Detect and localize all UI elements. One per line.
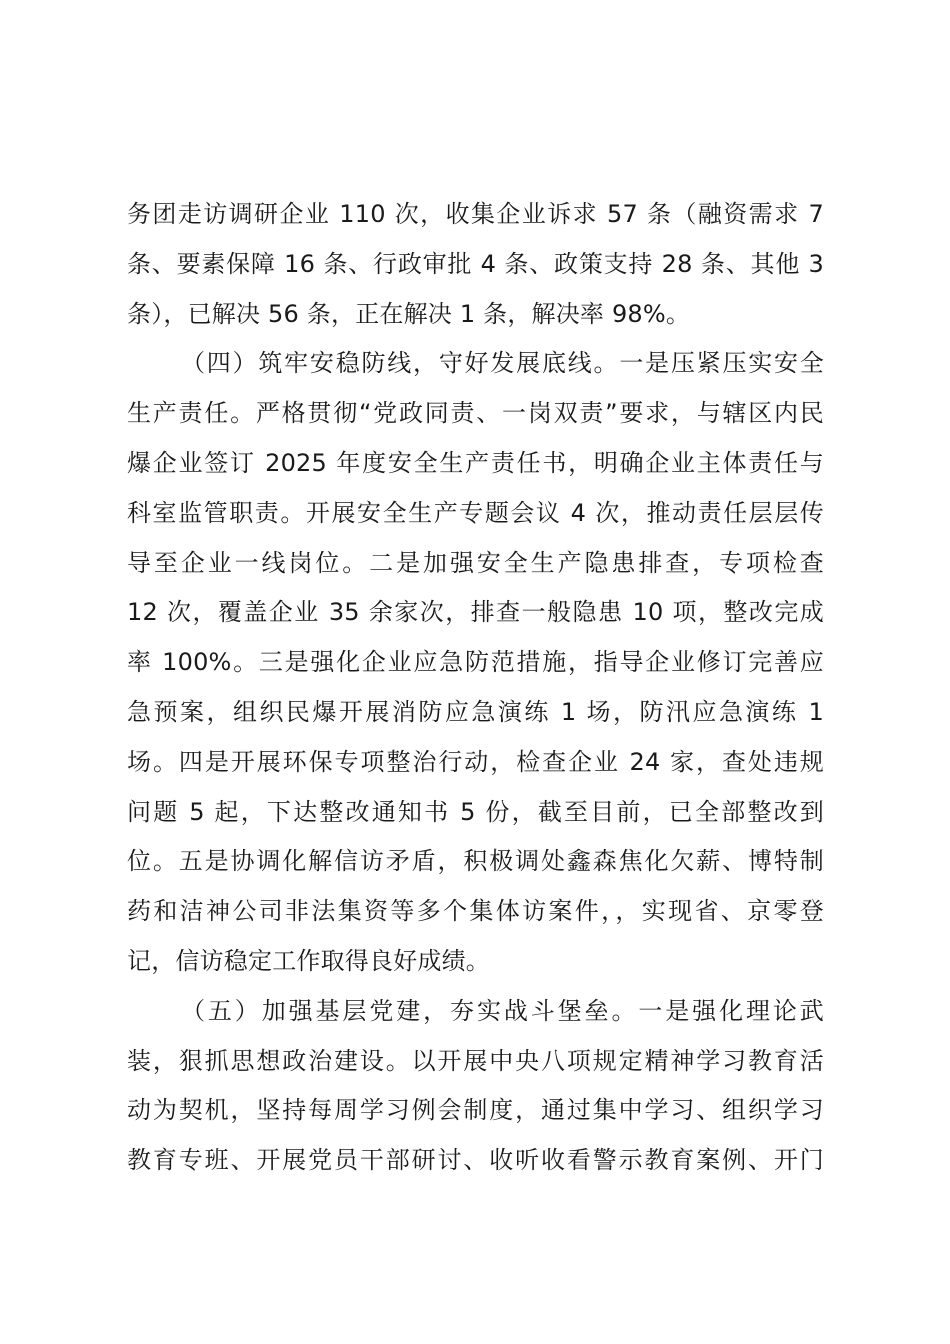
text-line: 记，信访稳定工作取得良好成绩。 bbox=[127, 946, 490, 975]
text-line: 务团走访调研企业 110 次，收集企业诉求 57 条（融资需求 7 bbox=[127, 200, 824, 228]
text-line: 场。四是开展环保专项整治行动，检查企业 24 家，查处违规 bbox=[127, 747, 824, 776]
text-line: 条），已解决 56 条，正在解决 1 条，解决率 98%。 bbox=[127, 299, 691, 328]
text-line: 生产责任。严格贯彻“党政同责、一岗双责”要求，与辖区内民 bbox=[127, 399, 824, 428]
text-line: 率 100%。三是强化企业应急防范措施，指导企业修订完善应 bbox=[127, 648, 824, 677]
text-line: 条、要素保障 16 条、行政审批 4 条、政策支持 28 条、其他 3 bbox=[127, 249, 824, 278]
text-line: 教育专班、开展党员干部研讨、收听收看警示教育案例、开门 bbox=[127, 1146, 824, 1175]
text-line: 问题 5 起，下达整改通知书 5 份，截至目前，已全部整改到 bbox=[127, 797, 824, 826]
text-line: 急预案，组织民爆开展消防应急演练 1 场，防汛应急演练 1 bbox=[127, 697, 824, 726]
text-line: 科室监管职责。开展安全生产专题会议 4 次，推动责任层层传 bbox=[127, 498, 824, 527]
text-line: 位。五是协调化解信访矛盾，积极调处鑫森焦化欠薪、博特制 bbox=[127, 847, 824, 876]
text-line: 爆企业签订 2025 年度安全生产责任书，明确企业主体责任与 bbox=[127, 448, 824, 477]
text-line: 装，狠抓思想政治建设。以开展中央八项规定精神学习教育活 bbox=[127, 1046, 824, 1075]
section-heading-line: （四）筑牢安稳防线，守好发展底线。一是压紧压实安全 bbox=[181, 349, 824, 378]
text-line: 12 次，覆盖企业 35 余家次，排查一般隐患 10 项，整改完成 bbox=[127, 598, 824, 627]
section-heading-line: （五）加强基层党建，夯实战斗堡垒。一是强化理论武 bbox=[181, 996, 824, 1025]
text-line: 动为契机，坚持每周学习例会制度，通过集中学习、组织学习 bbox=[127, 1096, 824, 1125]
text-line: 药和洁神公司非法集资等多个集体访案件，，实现省、京零登 bbox=[127, 897, 824, 926]
text-line: 导至企业一线岗位。二是加强安全生产隐患排查，专项检查 bbox=[127, 548, 824, 577]
document-body bbox=[127, 190, 824, 1186]
